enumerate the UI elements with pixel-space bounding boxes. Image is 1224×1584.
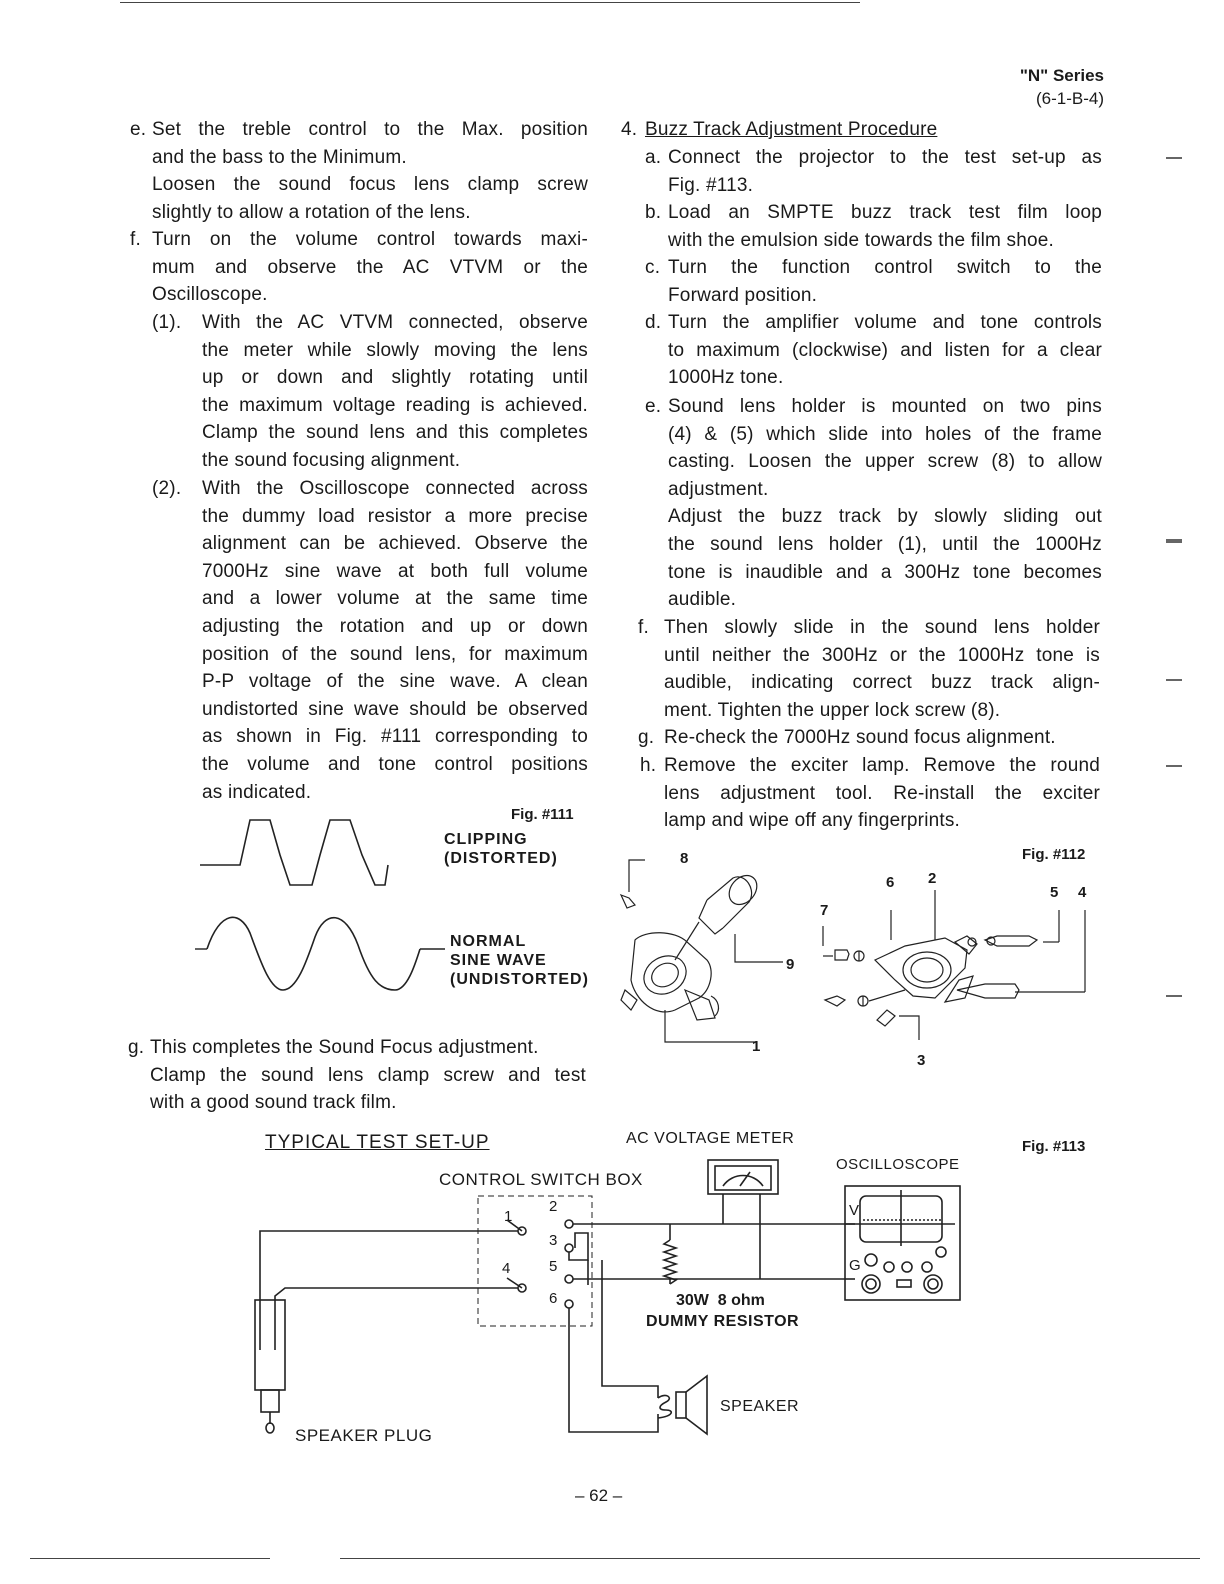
- text-line: the dummy load resistor a more precise: [202, 505, 588, 527]
- text-line: Oscilloscope.: [152, 284, 268, 306]
- text-line: 1000Hz tone.: [668, 367, 784, 389]
- test-setup-schematic: [245, 1150, 1005, 1450]
- ac-meter-label: AC VOLTAGE METER: [626, 1130, 795, 1147]
- text-line: adjustment.: [668, 478, 769, 500]
- part-8: 8: [680, 850, 689, 867]
- part-3: 3: [917, 1052, 926, 1069]
- text-line: Fig. #113.: [668, 174, 754, 196]
- text-line: as indicated.: [202, 781, 312, 803]
- normal-line-1: NORMAL: [450, 933, 527, 950]
- text-line: Remove the exciter lamp. Remove the round: [664, 755, 1100, 776]
- text-line: the volume and tone control positions: [202, 753, 588, 775]
- step-e-text: [152, 116, 588, 226]
- step-f1-text: [202, 309, 588, 475]
- text-line: Connect the projector to the test set-up as: [668, 147, 1102, 168]
- fig113-label: Fig. #113: [1022, 1138, 1086, 1155]
- normal-line-3: (UNDISTORTED): [450, 971, 589, 988]
- text-line: and the bass to the Minimum.: [152, 146, 407, 168]
- terminal-5: 5: [549, 1258, 558, 1275]
- oscilloscope-label: OSCILLOSCOPE: [836, 1156, 960, 1173]
- speaker-plug-label: SPEAKER PLUG: [295, 1426, 433, 1445]
- text-line: Sound lens holder is mounted on two pins: [668, 396, 1102, 417]
- text-line: P-P voltage of the sine wave. A clean: [202, 671, 588, 693]
- terminal-4: 4: [502, 1260, 511, 1277]
- terminal-2: 2: [549, 1198, 558, 1215]
- fig112-label: Fig. #112: [1022, 846, 1086, 863]
- item-d-text: [668, 309, 1102, 392]
- text-line: Clamp the sound lens clamp screw and test: [150, 1064, 586, 1086]
- sine-wave: [195, 905, 455, 995]
- text-line: audible.: [668, 589, 737, 611]
- scope-g-label: G: [849, 1257, 861, 1274]
- text-line: alignment can be achieved. Observe the: [202, 533, 588, 555]
- text-line: ment. Tighten the upper lock screw (8).: [664, 699, 1001, 721]
- lens-holder-drawing: [615, 850, 795, 1050]
- text-line: audible, indicating correct buzz track align-: [664, 672, 1100, 694]
- item-h-text: [664, 752, 1100, 835]
- part-7: 7: [820, 902, 829, 919]
- text-line: Adjust the buzz track by slowly sliding out: [668, 506, 1102, 528]
- text-line: Loosen the sound focus lens clamp screw: [152, 174, 588, 196]
- text-line: Load an SMPTE buzz track test film loop: [668, 202, 1102, 223]
- text-line: casting. Loosen the upper screw (8) to allow: [668, 451, 1102, 473]
- text-line: with a good sound track film.: [150, 1092, 397, 1114]
- item-h-marker: h.: [640, 755, 657, 776]
- step-f-text: [152, 226, 588, 309]
- step-g-marker: g.: [128, 1037, 145, 1058]
- item-b-marker: b.: [645, 202, 662, 223]
- text-line: the sound lens holder (1), until the 1000Hz: [668, 533, 1102, 555]
- part-9: 9: [786, 956, 795, 973]
- text-line: as shown in Fig. #111 corresponding to: [202, 726, 588, 748]
- text-line: Then slowly slide in the sound lens holder: [664, 617, 1100, 638]
- switch-box-label: CONTROL SWITCH BOX: [439, 1170, 643, 1189]
- margin-ticks-lower: [1166, 530, 1196, 1230]
- text-line: undistorted sine wave should be observed: [202, 698, 588, 720]
- item-e-text: [668, 393, 1102, 614]
- series-label: "N" Series: [1019, 66, 1104, 85]
- text-line: Clamp the sound lens and this completes: [202, 422, 588, 444]
- text-line: Re-check the 7000Hz sound focus alignment.: [664, 727, 1056, 748]
- part-6: 6: [886, 874, 895, 891]
- text-line: up or down and slightly rotating until: [202, 367, 588, 389]
- normal-label: [450, 932, 589, 989]
- terminal-1: 1: [504, 1208, 513, 1225]
- text-line: Set the treble control to the Max. position: [152, 119, 588, 140]
- resistor-label: DUMMY RESISTOR: [646, 1313, 800, 1330]
- item-f-marker: f.: [638, 617, 649, 638]
- procedure-number: 4.: [621, 119, 638, 140]
- text-line: Turn the amplifier volume and tone controls: [668, 312, 1102, 333]
- step-e-marker: e.: [130, 119, 147, 140]
- item-c-text: [668, 254, 1102, 309]
- text-line: position of the sound lens, for maximum: [202, 643, 588, 665]
- clipped-wave: [190, 810, 390, 890]
- page-number: – 62 –: [575, 1486, 623, 1505]
- item-a-marker: a.: [645, 147, 662, 168]
- frame-casting-drawing: [815, 880, 1095, 1070]
- setup-title: TYPICAL TEST SET-UP: [265, 1132, 490, 1153]
- fig111-label: Fig. #111: [511, 806, 574, 823]
- text-line: lens adjustment tool. Re-install the exciter: [664, 782, 1100, 804]
- text-line: adjusting the rotation and up or down: [202, 615, 588, 637]
- page-header: [1020, 64, 1104, 110]
- step-f-marker: f.: [130, 229, 141, 250]
- section-code: (6-1-B-4): [1035, 89, 1104, 108]
- text-line: tone is inaudible and a 300Hz tone becomes: [668, 561, 1102, 583]
- item-a-text: [668, 144, 1102, 199]
- top-rule: [120, 2, 860, 3]
- item-g-marker: g.: [638, 727, 655, 748]
- text-line: This completes the Sound Focus adjustment.: [150, 1037, 539, 1058]
- step-f1-marker: (1).: [152, 312, 182, 333]
- clipping-label: [444, 830, 558, 868]
- text-line: Forward position.: [668, 284, 818, 306]
- part-1: 1: [752, 1038, 761, 1055]
- step-f2-marker: (2).: [152, 478, 182, 499]
- text-line: (4) & (5) which slide into holes of the frame: [668, 423, 1102, 445]
- item-d-marker: d.: [645, 312, 662, 333]
- item-g-text: [664, 724, 1100, 752]
- resistor-rating: 30W 8 ohm: [676, 1292, 765, 1309]
- item-b-text: [668, 199, 1102, 254]
- text-line: to maximum (clockwise) and listen for a clear: [668, 339, 1102, 361]
- text-line: with the emulsion side towards the film shoe.: [668, 229, 1055, 251]
- clipping-line-1: CLIPPING: [444, 831, 528, 848]
- normal-line-2: SINE WAVE: [450, 952, 547, 969]
- part-2: 2: [928, 870, 937, 887]
- step-g-text: [150, 1034, 586, 1117]
- item-e-marker: e.: [645, 396, 662, 417]
- text-line: Turn on the volume control towards maxi-: [152, 229, 588, 250]
- scope-v-label: V: [849, 1202, 860, 1219]
- terminal-3: 3: [549, 1232, 558, 1249]
- terminal-6: 6: [549, 1290, 558, 1307]
- part-5: 5: [1050, 884, 1059, 901]
- text-line: With the AC VTVM connected, observe: [202, 312, 588, 333]
- item-c-marker: c.: [645, 257, 661, 278]
- text-line: and a lower volume at the same time: [202, 588, 588, 610]
- text-line: the maximum voltage reading is achieved.: [202, 394, 588, 416]
- text-line: the sound focusing alignment.: [202, 449, 461, 471]
- speaker-label: SPEAKER: [720, 1398, 800, 1415]
- text-line: Turn the function control switch to the: [668, 257, 1102, 278]
- text-line: lamp and wipe off any fingerprints.: [664, 810, 961, 832]
- procedure-heading: Buzz Track Adjustment Procedure: [645, 119, 938, 140]
- text-line: mum and observe the AC VTVM or the: [152, 256, 588, 278]
- text-line: the meter while slowly moving the lens: [202, 339, 588, 361]
- clipping-line-2: (DISTORTED): [444, 850, 558, 867]
- item-f-text: [664, 614, 1100, 724]
- part-4: 4: [1078, 884, 1087, 901]
- text-line: until neither the 300Hz or the 1000Hz tone is: [664, 644, 1100, 666]
- bottom-rule-right: [340, 1558, 1200, 1559]
- step-f2-text: [202, 475, 588, 806]
- text-line: slightly to allow a rotation of the lens.: [152, 201, 471, 223]
- text-line: With the Oscilloscope connected across: [202, 478, 588, 499]
- text-line: 7000Hz sine wave at both full volume: [202, 560, 588, 582]
- bottom-rule-left: [30, 1558, 270, 1559]
